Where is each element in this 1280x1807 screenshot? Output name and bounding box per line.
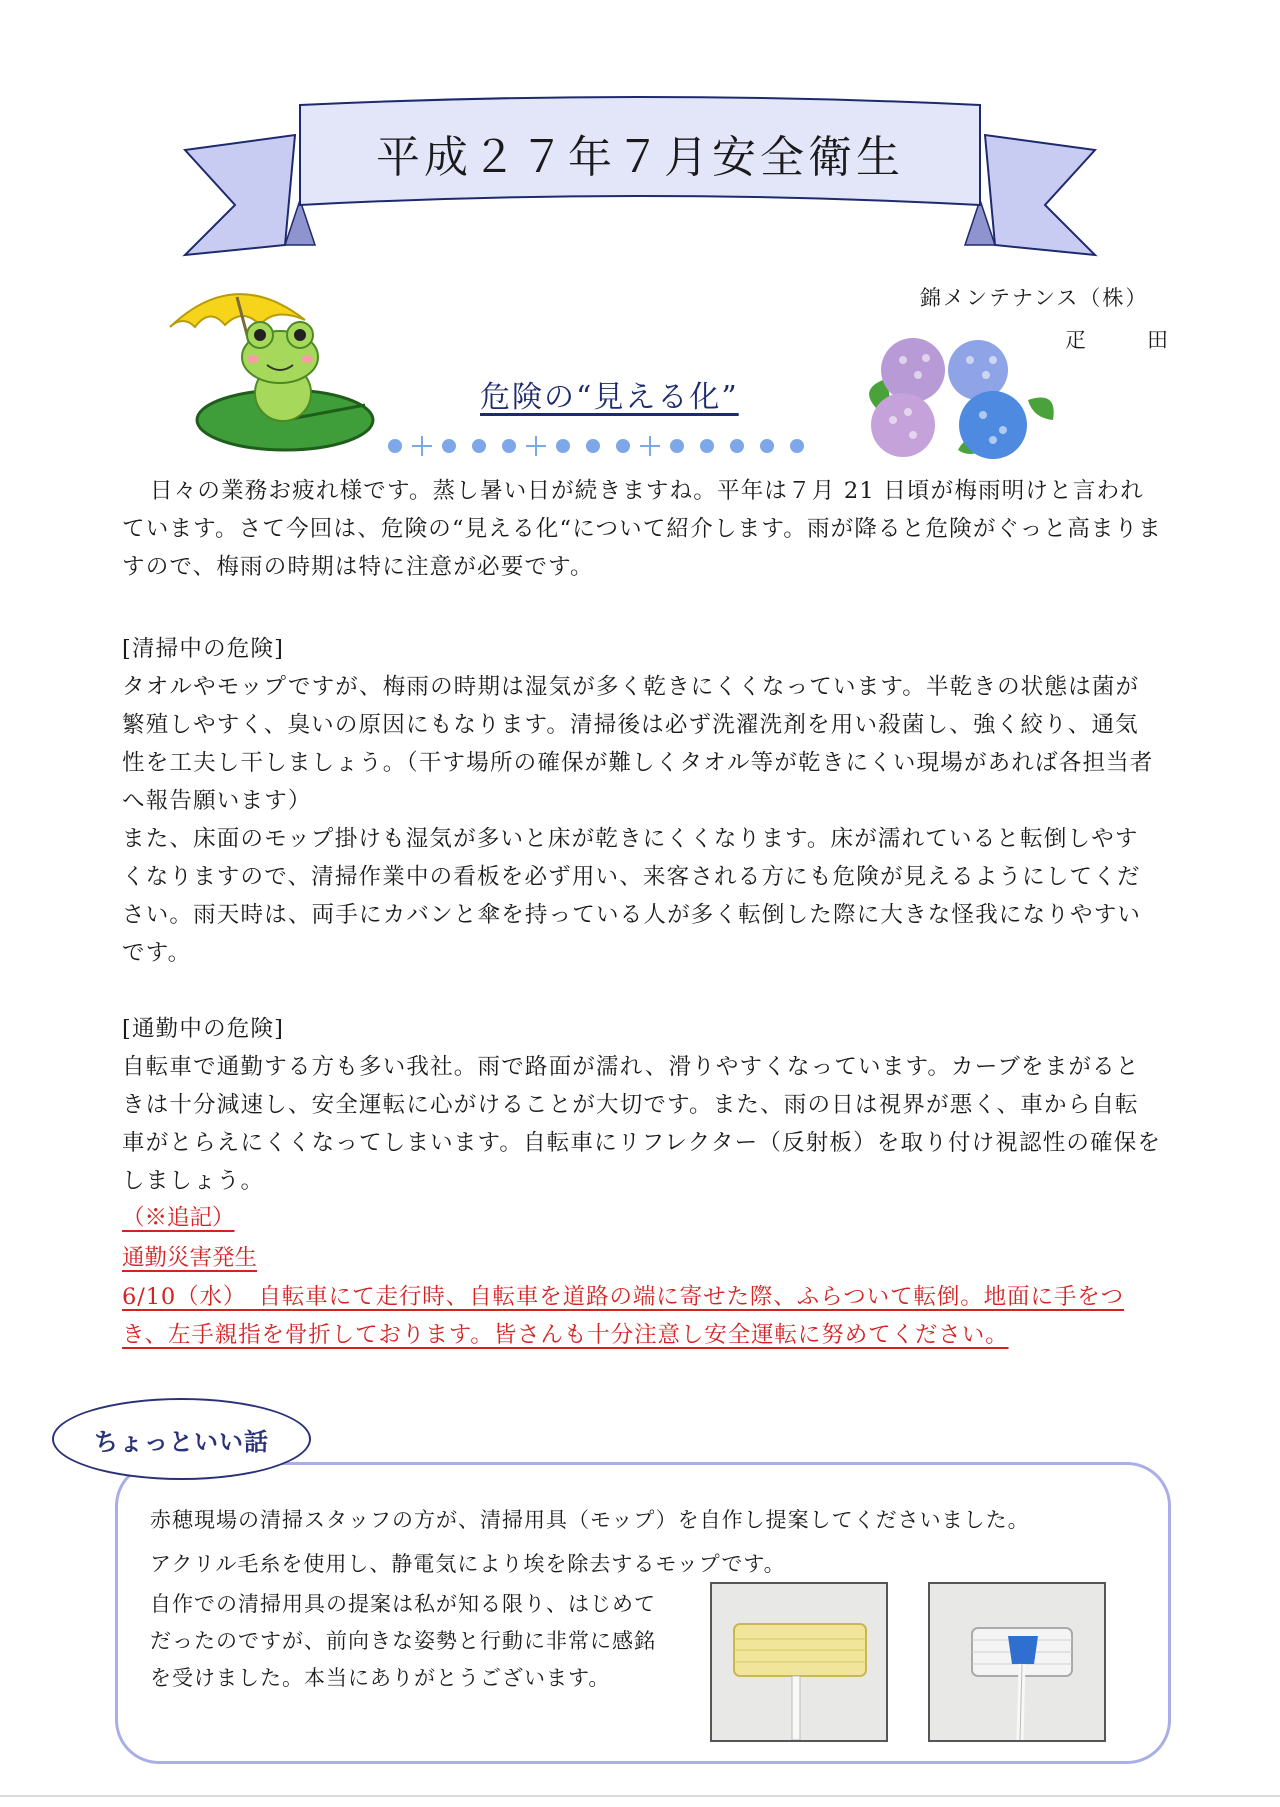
notice-detail: 6/10（水） 自転車にて走行時、自転車を道路の端に寄せた際、ふらついて転倒。地面に手をつき、左手親指を骨折しております。皆さんも十分注意し安全運転に努めてください。	[122, 1284, 1125, 1348]
intro-paragraph: 日々の業務お疲れ様です。蒸し暑い日が続きますね。平年は７月 21 日頃が梅雨明けと言われています。さて今回は、危険の“見える化“について紹介します。雨が降ると危険がぐっと高まりますので、梅雨の時期は特に注意が必要です。	[122, 478, 1163, 580]
section-subtitle: 危険の“見える化”	[480, 380, 739, 415]
page-title: 平成２７年７月安全衛生	[376, 132, 904, 183]
story-line-3: 自作での清掃用具の提案は私が知る限り、はじめてだったのですが、前向きな姿勢と行動に非常に感銘を受けました。本当にありがとうございます。	[150, 1592, 656, 1690]
commute-heading: [通勤中の危険]	[122, 1016, 285, 1042]
hydrangea-icon	[858, 330, 1058, 465]
frog-umbrella-icon	[165, 285, 375, 460]
notice-label: （※追記）	[122, 1205, 235, 1231]
page-bottom-rule	[0, 1795, 1280, 1797]
mop-photo-yellow	[710, 1582, 888, 1742]
cleaning-paragraph-2: また、床面のモップ掛けも湿気が多いと床が乾きにくくなります。床が濡れていると転倒しやすくなりますので、清掃作業中の看板を必ず用い、来客される方にも危険が見えるようにしてください。雨天時は、両手にカバンと傘を持っている人が多く転倒した際に大きな怪我になりやすいです。	[122, 826, 1142, 966]
story-label: ちょっといい話	[94, 1427, 269, 1456]
company-name: 錦メンテナンス（株）	[920, 286, 1149, 310]
decorative-dots	[385, 432, 815, 460]
story-line-1: 赤穂現場の清掃スタッフの方が、清掃用具（モップ）を自作し提案してくださいました。	[150, 1508, 1030, 1532]
cleaning-heading: [清掃中の危険]	[122, 636, 285, 662]
cleaning-paragraph-1: タオルやモップですが、梅雨の時期は湿気が多く乾きにくくなっています。半乾きの状態は菌が繁殖しやすく、臭いの原因にもなります。清掃後は必ず洗濯洗剤を用い殺菌し、強く絞り、通気性を工夫し干しましょう。（干す場所の確保が難しくタオル等が乾きにくい現場があれば各担当者へ報告願います）	[122, 674, 1154, 814]
mop-photo-white	[928, 1582, 1106, 1742]
commute-paragraph: 自転車で通勤する方も多い我社。雨で路面が濡れ、滑りやすくなっています。カーブをまがるときは十分減速し、安全運転に心がけることが大切です。また、雨の日は視界が悪く、車から自転車がとらえにくくなってしまいます。自転車にリフレクター（反射板）を取り付け視認性の確保をしましょう。	[122, 1054, 1162, 1194]
notice-title: 通勤災害発生	[122, 1245, 258, 1271]
story-line-2: アクリル毛糸を使用し、静電気により埃を除去するモップです。	[150, 1552, 786, 1576]
story-label-oval	[52, 1398, 311, 1480]
author-name: 疋 田	[1065, 328, 1188, 352]
